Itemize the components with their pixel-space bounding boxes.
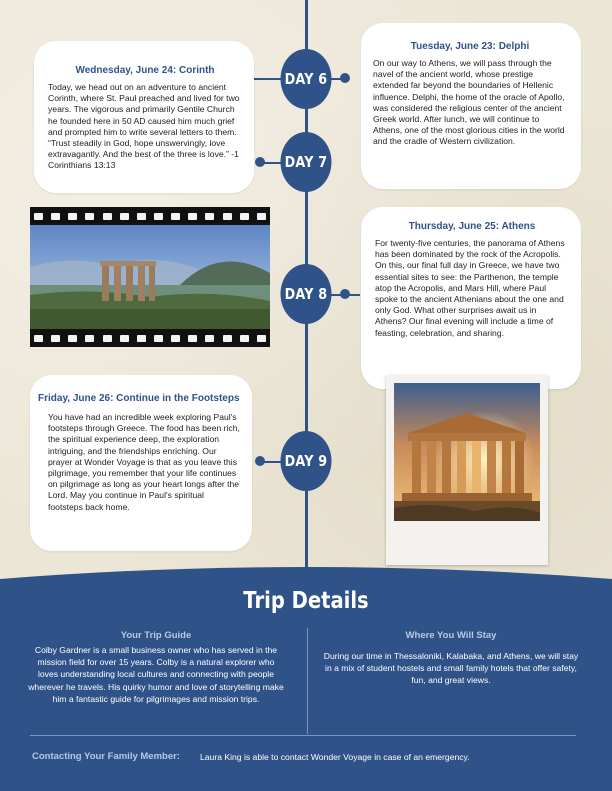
card-title-thursday: Thursday, June 25: Athens [408, 221, 536, 232]
contact-label: Contacting Your Family Member: [32, 751, 180, 762]
card-title-tuesday: Tuesday, June 23: Delphi [410, 41, 530, 52]
corinth-temple-photo [30, 225, 270, 329]
film-holes-top [30, 209, 270, 223]
parthenon-photo [394, 383, 540, 521]
stay-heading: Where You Will Stay [405, 630, 497, 641]
card-wednesday [34, 41, 254, 193]
card-body-tuesday: On our way to Athens, we will pass through the navel of the ancient world, whose prestige extended far beyond the boundaries of Hellenic influence. Delphi, the home of the oracle of Apollo, was considered the religious center of the ancient Greek world. After lunch, we will continue to Athens, one of the most glorious cities in the world and the cradle of Western civilization. [373, 58, 565, 147]
card-title-wednesday: Wednesday, June 24: Corinth [75, 65, 215, 76]
connector-dot-day8 [340, 289, 350, 299]
parthenon-photo-frame [386, 375, 548, 565]
day-8-badge: DAY 8 [281, 264, 332, 324]
card-body-friday: You have had an incredible week exploring Paul's footsteps through Greece. The food has been rich, the spiritual experience deep, the exploration intriguing, and the friendships enriching. Our prayer at Wonder Voyage is that as you leave this pilgrimage, you remember that your life continues on pilgrimage as long as your heart longs after the Lord. May you continue in Paul's spiritual footsteps back home. [48, 412, 240, 512]
card-friday [30, 375, 252, 551]
contact-divider [30, 735, 576, 736]
connector-dot-day9 [255, 456, 265, 466]
card-body-thursday: For twenty-five centuries, the panorama of Athens has been dominated by the rock of the Acropolis. On this, our final full day in Greece, we have two essential sites to see: the Parthenon, the temple atop the Acropolis, and Mars Hill, where Paul spoke to the ancient Athenians about the one and only God. What other surprises await us in Athens? Our final evening will include a time of feasting, celebration, and sharing. [375, 238, 565, 338]
day-7-badge: DAY 7 [281, 132, 332, 192]
guide-body: Colby Gardner is a small business owner who has served in the mission field for over 15 years. Colby is a natural explorer who loves understanding local cultures and connecting with people wherever he travels. His quirky humor and love of storytelling make him a fantastic guide for pilgrimages and mission trips. [28, 645, 284, 704]
film-holes-bottom [30, 331, 270, 345]
trip-details-title: Trip Details [243, 588, 369, 614]
corinth-filmstrip [30, 207, 270, 347]
card-thursday [361, 207, 581, 389]
day-9-badge: DAY 9 [281, 431, 332, 491]
day-6-badge: DAY 6 [281, 49, 332, 109]
card-tuesday [361, 23, 581, 189]
connector-dot-day7 [255, 157, 265, 167]
guide-heading: Your Trip Guide [120, 630, 192, 641]
column-divider [307, 628, 308, 734]
card-body-wednesday: Today, we head out on an adventure to ancient Corinth, where St. Paul preached and lived for two years. The vigorous and primarily Gentile Church he founded here in 50 AD caused him much grief and prompted him to write several letters to them. “Trust steadily in God, hope unswervingly, love extravagantly. And the best of the three is love.” -1 Corinthians 13:13 [48, 82, 240, 171]
card-title-friday: Friday, June 26: Continue in the Footsteps [38, 393, 240, 404]
stay-body: During our time in Thessaloniki, Kalabaka, and Athens, we will stay in a mix of student hostels and small family hotels that offer safety, fun, and great views. [323, 651, 579, 686]
contact-text: Laura King is able to contact Wonder Voyage in case of an emergency. [200, 752, 470, 762]
